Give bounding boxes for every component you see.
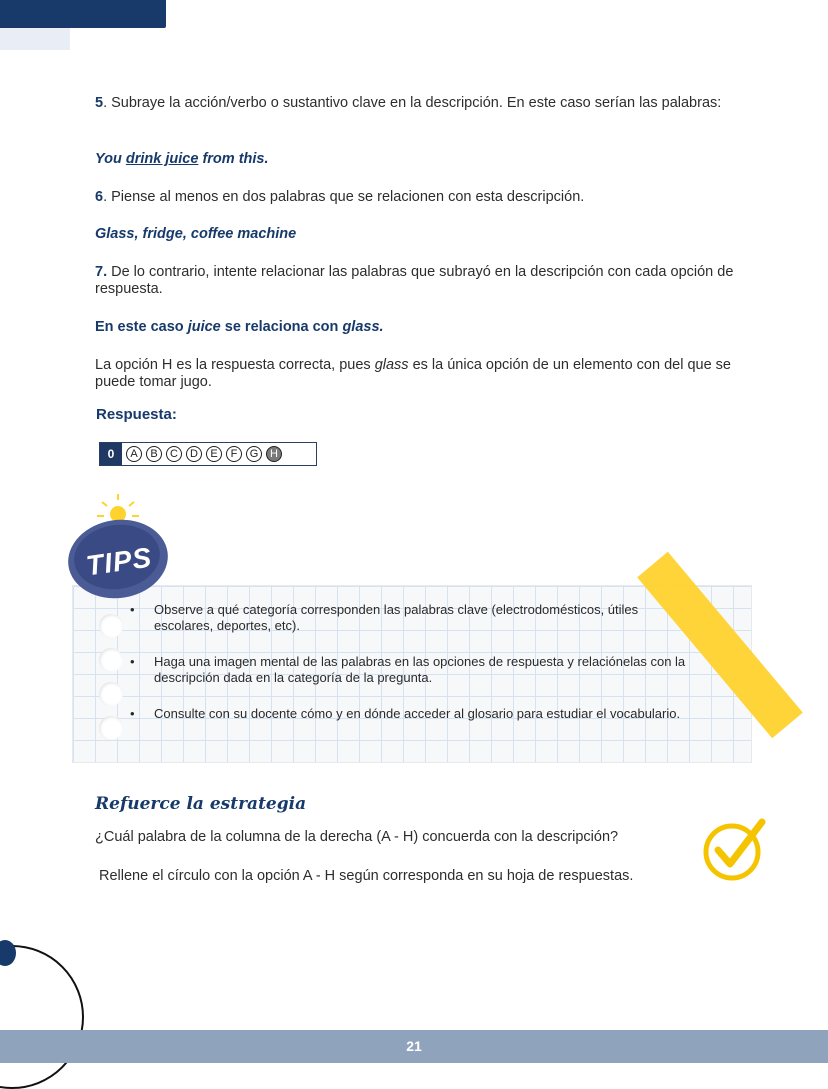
step-6-example: Glass, fridge, coffee machine <box>95 226 297 242</box>
bullet-icon: • <box>130 654 135 669</box>
tip-text: Consulte con su docente cómo y en dónde acceder al glosario para estudiar el vocabulario. <box>154 706 681 721</box>
answer-number: 0 <box>100 443 122 465</box>
relation-line <box>95 319 384 335</box>
answer-bubble-a[interactable]: A <box>126 446 142 462</box>
step-5-example <box>95 151 269 167</box>
answer-bubble-row <box>99 442 317 466</box>
relation-part: se relaciona con <box>220 319 343 335</box>
answer-bubble-f[interactable]: F <box>226 446 242 462</box>
checkmark-icon <box>700 814 770 884</box>
explanation-part: La opción H es la respuesta correcta, pues <box>95 357 375 373</box>
step-7-number: 7. <box>95 264 108 280</box>
step-5-number: 5 <box>95 95 104 111</box>
step-5 <box>95 95 735 112</box>
section-title: Refuerce la estrategia <box>95 794 307 814</box>
relation-keyword: juice <box>187 319 221 335</box>
step-7 <box>95 264 735 298</box>
step-7-text: De lo contrario, intente relacionar las palabras que subrayó en la descripción con cada opción de respuesta. <box>95 264 734 297</box>
relation-part: En este caso <box>95 319 188 335</box>
bullet-icon: • <box>130 602 135 617</box>
answer-bubble-h-selected[interactable]: H <box>266 446 282 462</box>
paper-hole <box>99 648 123 672</box>
tips-badge-label: TIPS <box>84 541 154 582</box>
step-5-text: . Subraye la acción/verbo o sustantivo clave en la descripción. En este caso serían las palabras: <box>103 95 722 111</box>
bullet-icon: • <box>130 706 135 721</box>
answer-bubble-b[interactable]: B <box>146 446 162 462</box>
explanation <box>95 357 735 391</box>
reinforce-question: ¿Cuál palabra de la columna de la derecha (A - H) concuerda con la descripción? <box>95 829 619 845</box>
reinforce-instruction: Rellene el círculo con la opción A - H según corresponda en su hoja de respuestas. <box>99 868 634 884</box>
answer-bubble-d[interactable]: D <box>186 446 202 462</box>
paper-hole <box>99 614 123 638</box>
paper-hole <box>99 682 123 706</box>
tip-text: Haga una imagen mental de las palabras en las opciones de respuesta y relaciónelas con la descripción dada en la categoría de la pregunta. <box>154 654 686 685</box>
page-number: 21 <box>406 1038 422 1054</box>
relation-keyword: glass. <box>342 319 384 335</box>
example-part: You <box>95 151 126 167</box>
example-keyword: drink juice <box>125 151 199 167</box>
answer-bubble-g[interactable]: G <box>246 446 262 462</box>
header-bar <box>0 0 166 28</box>
answer-bubble-e[interactable]: E <box>206 446 222 462</box>
tip-text: Observe a qué categoría corresponden las palabras clave (electrodomésticos, útiles escolares, deportes, etc). <box>154 602 639 633</box>
paper-hole <box>99 716 123 740</box>
step-6-text: . Piense al menos en dos palabras que se relacionen con esta descripción. <box>103 189 585 205</box>
explanation-keyword: glass <box>374 357 409 373</box>
answer-label: Respuesta: <box>96 406 177 423</box>
step-6 <box>95 189 735 206</box>
decorative-arc <box>0 945 84 1089</box>
header-bar-accent <box>0 28 70 50</box>
example-part: from this. <box>198 151 269 167</box>
step-6-number: 6 <box>95 189 104 205</box>
explanation-part: es la única opción de un elemento con del que se puede tomar jugo. <box>95 357 731 390</box>
answer-bubble-c[interactable]: C <box>166 446 182 462</box>
